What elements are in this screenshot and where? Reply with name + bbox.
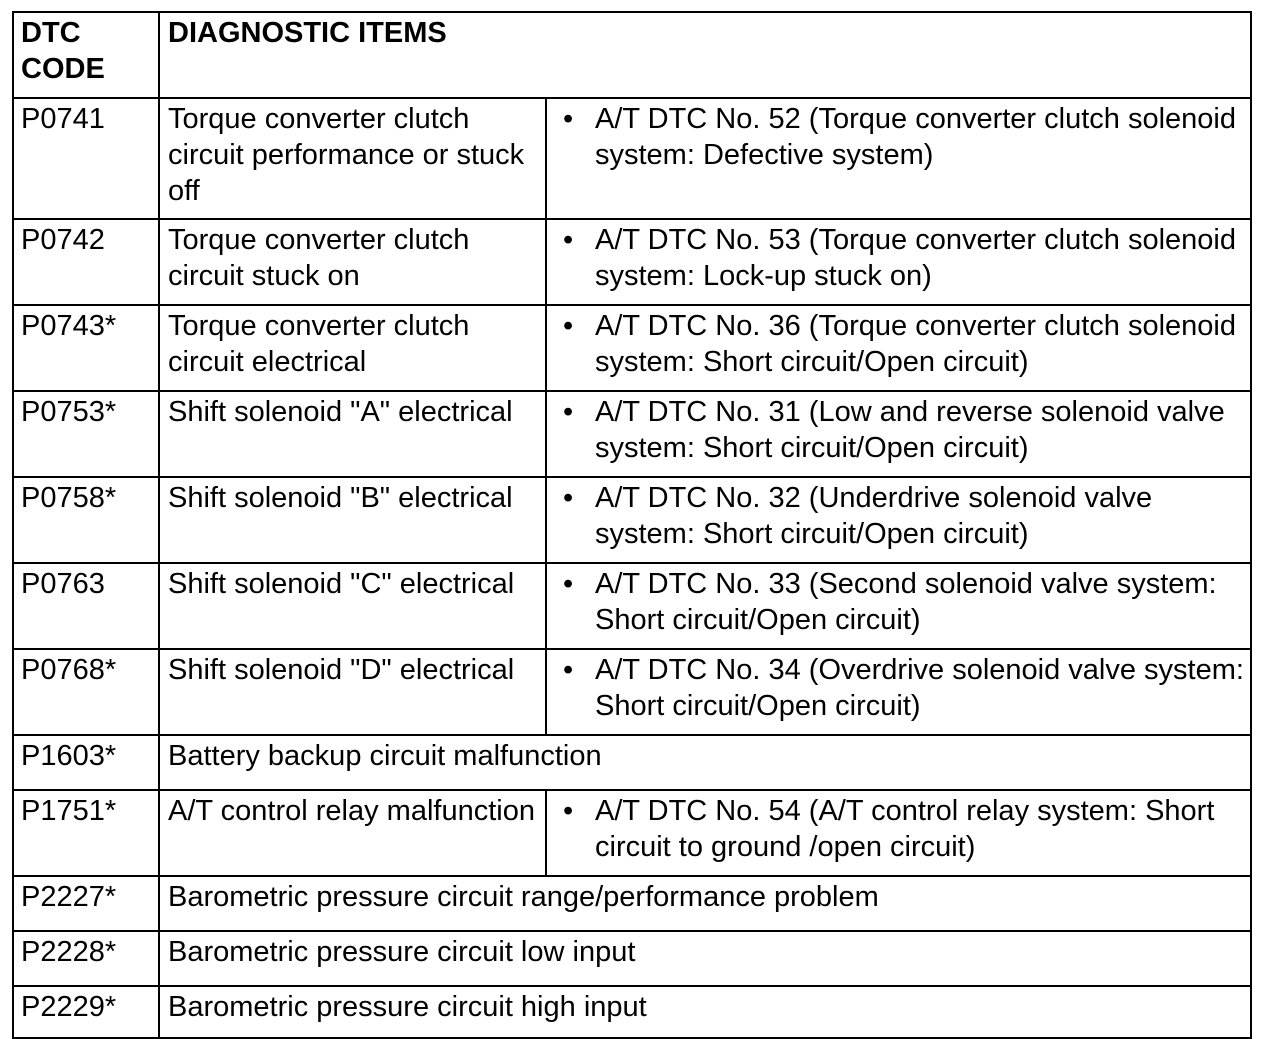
dtc-code-cell: P2228* — [13, 931, 159, 986]
bullet-icon: • — [563, 795, 574, 827]
diagnostic-item-cell: Shift solenoid "D" electrical — [159, 649, 546, 735]
diagnostic-item-cell: Barometric pressure circuit range/performance problem — [159, 876, 1251, 931]
table-row — [13, 98, 1251, 219]
detail-text: A/T DTC No. 36 (Torque converter clutch solenoid system: Short circuit/Open circuit) — [595, 310, 1236, 378]
dtc-table — [12, 11, 1252, 1039]
detail-text: A/T DTC No. 31 (Low and reverse solenoid valve system: Short circuit/Open circuit) — [595, 396, 1225, 464]
detail-text: A/T DTC No. 52 (Torque converter clutch solenoid system: Defective system) — [595, 103, 1236, 171]
diagnostic-item-cell: Shift solenoid "B" electrical — [159, 477, 546, 563]
table-header-row — [13, 12, 1251, 98]
table-row — [13, 477, 1251, 563]
table-row — [13, 563, 1251, 649]
dtc-code-cell: P0758* — [13, 477, 159, 563]
table-row — [13, 931, 1251, 986]
diagnostic-item-cell: Shift solenoid "C" electrical — [159, 563, 546, 649]
dtc-code-cell: P0743* — [13, 305, 159, 391]
table-row — [13, 391, 1251, 477]
dtc-code-cell: P0753* — [13, 391, 159, 477]
diagnostic-item-cell: Torque converter clutch circuit electrical — [159, 305, 546, 391]
detail-text: A/T DTC No. 32 (Underdrive solenoid valve system: Short circuit/Open circuit) — [595, 482, 1153, 550]
table-row — [13, 986, 1251, 1038]
table-row — [13, 305, 1251, 391]
table-row — [13, 790, 1251, 876]
dtc-code-cell: P0742 — [13, 219, 159, 305]
detail-cell — [546, 477, 1251, 563]
detail-cell — [546, 391, 1251, 477]
detail-text: A/T DTC No. 33 (Second solenoid valve system: Short circuit/Open circuit) — [595, 568, 1217, 636]
detail-text: A/T DTC No. 54 (A/T control relay system: Short circuit to ground /open circuit) — [595, 795, 1215, 863]
diagnostic-item-cell: Barometric pressure circuit low input — [159, 931, 1251, 986]
diagnostic-item-cell: Shift solenoid "A" electrical — [159, 391, 546, 477]
bullet-icon: • — [563, 396, 574, 428]
diagnostic-item-cell: Torque converter clutch circuit stuck on — [159, 219, 546, 305]
header-diagnostic-items: DIAGNOSTIC ITEMS — [159, 12, 1251, 98]
dtc-table-container — [12, 11, 1250, 1039]
bullet-icon: • — [563, 224, 574, 256]
detail-text: A/T DTC No. 34 (Overdrive solenoid valve system: Short circuit/Open circuit) — [595, 654, 1244, 722]
bullet-icon: • — [563, 568, 574, 600]
bullet-icon: • — [563, 482, 574, 514]
diagnostic-item-cell: Torque converter clutch circuit performance or stuck off — [159, 98, 546, 219]
dtc-code-cell: P1603* — [13, 735, 159, 790]
detail-cell — [546, 563, 1251, 649]
bullet-icon: • — [563, 310, 574, 342]
bullet-icon: • — [563, 103, 574, 135]
table-row — [13, 219, 1251, 305]
detail-cell — [546, 219, 1251, 305]
table-row — [13, 735, 1251, 790]
diagnostic-item-cell: A/T control relay malfunction — [159, 790, 546, 876]
detail-text: A/T DTC No. 53 (Torque converter clutch solenoid system: Lock-up stuck on) — [595, 224, 1236, 292]
table-row — [13, 649, 1251, 735]
bullet-icon: • — [563, 654, 574, 686]
detail-cell — [546, 790, 1251, 876]
dtc-code-cell: P0741 — [13, 98, 159, 219]
dtc-code-cell: P0763 — [13, 563, 159, 649]
table-row — [13, 876, 1251, 931]
header-dtc-code: DTC CODE — [13, 12, 159, 98]
diagnostic-item-cell: Barometric pressure circuit high input — [159, 986, 1251, 1038]
dtc-code-cell: P0768* — [13, 649, 159, 735]
detail-cell — [546, 98, 1251, 219]
diagnostic-item-cell: Battery backup circuit malfunction — [159, 735, 1251, 790]
dtc-code-cell: P2229* — [13, 986, 159, 1038]
detail-cell — [546, 305, 1251, 391]
dtc-code-cell: P1751* — [13, 790, 159, 876]
dtc-code-cell: P2227* — [13, 876, 159, 931]
detail-cell — [546, 649, 1251, 735]
